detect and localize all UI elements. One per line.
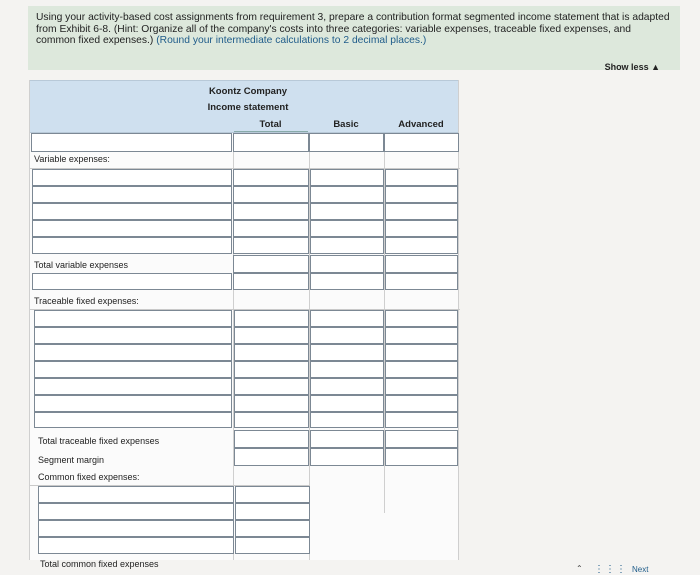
page-grid-icon[interactable]: ⋮⋮⋮	[594, 564, 627, 575]
variable-expense-total-input-5[interactable]	[233, 237, 309, 254]
total-traceable-fixed-expenses-label: Total traceable fixed expenses	[38, 436, 160, 446]
common-expense-total-input-1[interactable]	[235, 486, 310, 503]
instructions-text: Using your activity-based cost assignments from requirement 3, prepare a contribution format segmented income statement that is adapted from Exhibit 6-8. (Hint: Organize all of the company's costs into three categories: variable expenses, traceable fixed expenses, and common fixed expenses.)	[36, 12, 670, 47]
traceable-fixed-expenses-label: Traceable fixed expenses:	[34, 296, 139, 306]
variable-expense-basic-input-3[interactable]	[310, 203, 384, 220]
variable-expense-basic-input-5[interactable]	[310, 237, 384, 254]
variable-expense-advanced-input-5[interactable]	[385, 237, 458, 254]
traceable-expense-basic-input-2[interactable]	[310, 327, 384, 344]
common-expense-label-input-1[interactable]	[38, 486, 234, 503]
variable-expense-basic-input-4[interactable]	[310, 220, 384, 237]
common-expense-label-input-2[interactable]	[38, 503, 234, 520]
common-expense-label-input-4[interactable]	[38, 537, 234, 554]
variable-expense-total-input-1[interactable]	[233, 169, 309, 186]
column-header-basic: Basic	[333, 119, 359, 130]
traceable-expense-basic-input-5[interactable]	[310, 378, 384, 395]
traceable-expense-total-input-6[interactable]	[234, 395, 309, 412]
column-header-total: Total	[259, 119, 282, 130]
traceable-expense-label-input-5[interactable]	[34, 378, 232, 395]
traceable-expense-total-input-3[interactable]	[234, 344, 309, 361]
segment-margin-label: Segment margin	[38, 455, 105, 465]
variable-expense-total-input-3[interactable]	[233, 203, 309, 220]
common-expense-total-input-3[interactable]	[235, 520, 310, 537]
traceable-expense-basic-input-3[interactable]	[310, 344, 384, 361]
segment-margin-advanced-input[interactable]	[385, 448, 458, 466]
column-header-advanced: Advanced	[398, 119, 444, 130]
common-fixed-expenses-label: Common fixed expenses:	[38, 472, 140, 482]
traceable-expense-advanced-input-6[interactable]	[385, 395, 458, 412]
traceable-expense-label-input-3[interactable]	[34, 344, 232, 361]
total-variable-expenses-label: Total variable expenses	[34, 260, 129, 270]
variable-expense-advanced-input-2[interactable]	[385, 186, 458, 203]
variable-expense-label-input-2[interactable]	[32, 186, 232, 203]
variable-expense-total-input-4[interactable]	[233, 220, 309, 237]
traceable-expense-total-input-4[interactable]	[234, 361, 309, 378]
contribution-total-input[interactable]	[233, 273, 309, 290]
variable-expense-advanced-input-1[interactable]	[385, 169, 458, 186]
traceable-expense-advanced-input-7[interactable]	[385, 412, 458, 428]
traceable-expense-basic-input-4[interactable]	[310, 361, 384, 378]
variable-expense-advanced-input-4[interactable]	[385, 220, 458, 237]
segment-margin-total-input[interactable]	[234, 448, 309, 466]
traceable-expense-advanced-input-4[interactable]	[385, 361, 458, 378]
variable-expense-label-input-1[interactable]	[32, 169, 232, 186]
next-button[interactable]: Next	[632, 565, 649, 574]
collapse-caret-icon[interactable]: ⌃	[576, 564, 583, 573]
company-name: Koontz Company	[208, 86, 288, 97]
total-traceable-total-input[interactable]	[234, 430, 309, 448]
traceable-expense-total-input-5[interactable]	[234, 378, 309, 395]
variable-expense-label-input-3[interactable]	[32, 203, 232, 220]
total-underline	[234, 131, 308, 132]
segment-margin-basic-input[interactable]	[310, 448, 384, 466]
traceable-expense-label-input-2[interactable]	[34, 327, 232, 344]
traceable-expense-total-input-7[interactable]	[234, 412, 309, 428]
instructions-panel	[28, 6, 680, 70]
traceable-expense-total-input-2[interactable]	[234, 327, 309, 344]
amount-input-advanced[interactable]	[384, 133, 459, 152]
traceable-expense-advanced-input-1[interactable]	[385, 310, 458, 327]
traceable-expense-basic-input-6[interactable]	[310, 395, 384, 412]
common-expense-total-input-2[interactable]	[235, 503, 310, 520]
total-common-fixed-expenses-label: Total common fixed expenses	[40, 559, 159, 569]
total-variable-expenses-basic-input[interactable]	[310, 255, 384, 273]
traceable-expense-label-input-7[interactable]	[34, 412, 232, 428]
show-less-toggle[interactable]: Show less ▲	[604, 62, 660, 72]
traceable-expense-advanced-input-2[interactable]	[385, 327, 458, 344]
variable-expense-basic-input-1[interactable]	[310, 169, 384, 186]
traceable-expense-basic-input-1[interactable]	[310, 310, 384, 327]
traceable-expense-label-input-4[interactable]	[34, 361, 232, 378]
line-item-label-input[interactable]	[31, 133, 232, 152]
variable-expense-basic-input-2[interactable]	[310, 186, 384, 203]
traceable-expense-advanced-input-5[interactable]	[385, 378, 458, 395]
income-statement-table	[29, 80, 459, 569]
rounding-hint: (Round your intermediate calculations to 2 decimal places.)	[156, 35, 427, 47]
contribution-basic-input[interactable]	[310, 273, 384, 290]
variable-expense-total-input-2[interactable]	[233, 186, 309, 203]
variable-expense-label-input-4[interactable]	[32, 220, 232, 237]
total-traceable-advanced-input[interactable]	[385, 430, 458, 448]
traceable-expense-advanced-input-3[interactable]	[385, 344, 458, 361]
traceable-expense-basic-input-7[interactable]	[310, 412, 384, 428]
variable-expense-label-input-5[interactable]	[32, 237, 232, 254]
amount-input-basic[interactable]	[309, 133, 384, 152]
traceable-expense-total-input-1[interactable]	[234, 310, 309, 327]
traceable-expense-label-input-6[interactable]	[34, 395, 232, 412]
variable-expenses-label: Variable expenses:	[34, 154, 110, 164]
total-traceable-basic-input[interactable]	[310, 430, 384, 448]
contribution-label-input[interactable]	[32, 273, 232, 290]
table-header	[30, 80, 458, 133]
total-variable-expenses-advanced-input[interactable]	[385, 255, 458, 273]
traceable-expense-label-input-1[interactable]	[34, 310, 232, 327]
statement-title: Income statement	[207, 102, 289, 113]
common-expense-label-input-3[interactable]	[38, 520, 234, 537]
amount-input-total[interactable]	[233, 133, 309, 152]
total-variable-expenses-total-input[interactable]	[233, 255, 309, 273]
contribution-advanced-input[interactable]	[385, 273, 458, 290]
variable-expense-advanced-input-3[interactable]	[385, 203, 458, 220]
common-expense-total-input-4[interactable]	[235, 537, 310, 554]
